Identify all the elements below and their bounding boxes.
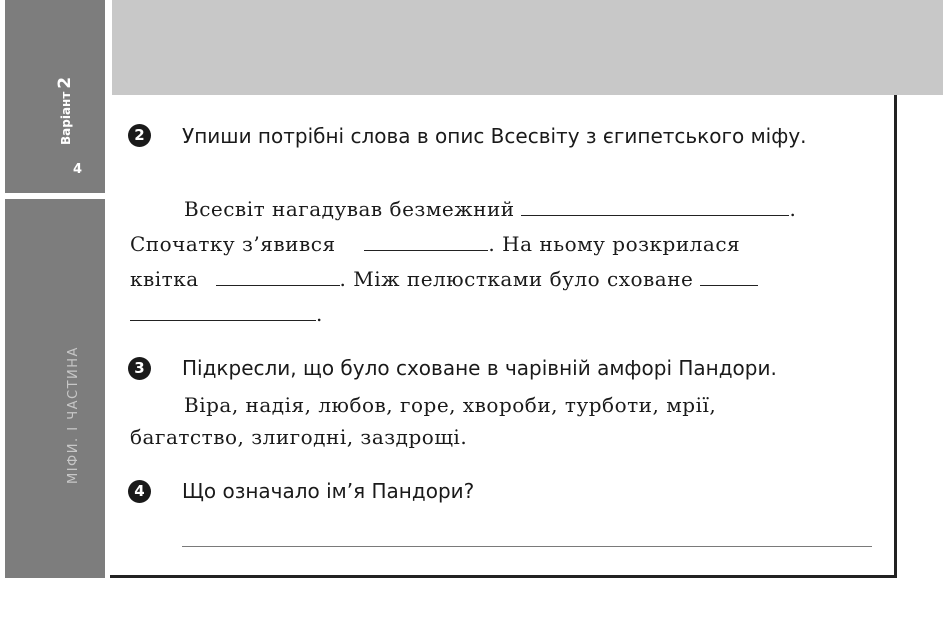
blank-field-1[interactable] <box>521 214 789 216</box>
frame-right-border <box>894 95 897 578</box>
task-3-number-badge: 3 <box>128 357 151 380</box>
blank-field-3[interactable] <box>216 284 340 286</box>
task-2-line-1-text: Всесвіт нагадував безмежний <box>184 197 515 221</box>
sidebar-section-block <box>5 199 105 578</box>
task-2-instruction: Упиши потрібні слова в опис Всесвіту з єгипетського міфу. <box>182 124 807 148</box>
task-3-instruction: Підкресли, що було сховане в чарівній амфорі Пандори. <box>182 356 777 380</box>
frame-bottom-border <box>110 575 897 578</box>
task-2-line-4 <box>130 297 872 332</box>
section-label: МІФИ. І ЧАСТИНА <box>66 346 81 484</box>
task-2-line-3 <box>130 262 872 297</box>
task-4-question: Що означало ім’я Пандори? <box>182 479 475 503</box>
task-2-number-badge: 2 <box>128 124 151 147</box>
blank-field-4b[interactable] <box>130 319 316 321</box>
task-3-words-line-2: багатство, злигодні, заздрощі. <box>130 425 468 449</box>
task-2-line-2 <box>130 227 872 262</box>
task-2-line-4-end: . <box>316 302 323 326</box>
page-number: 4 <box>72 162 83 177</box>
task-3-words-line-1: Віра, надія, любов, горе, хвороби, турботи, мрії, <box>184 393 717 417</box>
task-2-line-1 <box>130 192 872 227</box>
blank-field-2[interactable] <box>364 249 488 251</box>
variant-label-text: Варіант <box>59 91 73 145</box>
task-2-line-2-mid: . На ньому розкрилася <box>488 232 741 256</box>
task-4-number-badge: 4 <box>128 480 151 503</box>
task-2-line-3-start: квітка <box>130 267 199 291</box>
header-bar <box>112 0 943 95</box>
variant-number: 2 <box>55 76 75 89</box>
task-2-line-3-mid: . Між пелюстками було сховане <box>339 267 694 291</box>
variant-label <box>55 77 75 145</box>
task-2-line-1-end: . <box>789 197 797 221</box>
blank-field-4a[interactable] <box>700 284 758 286</box>
task-2-line-2-start: Спочатку з’явився <box>130 232 336 256</box>
answer-line[interactable] <box>182 546 872 547</box>
